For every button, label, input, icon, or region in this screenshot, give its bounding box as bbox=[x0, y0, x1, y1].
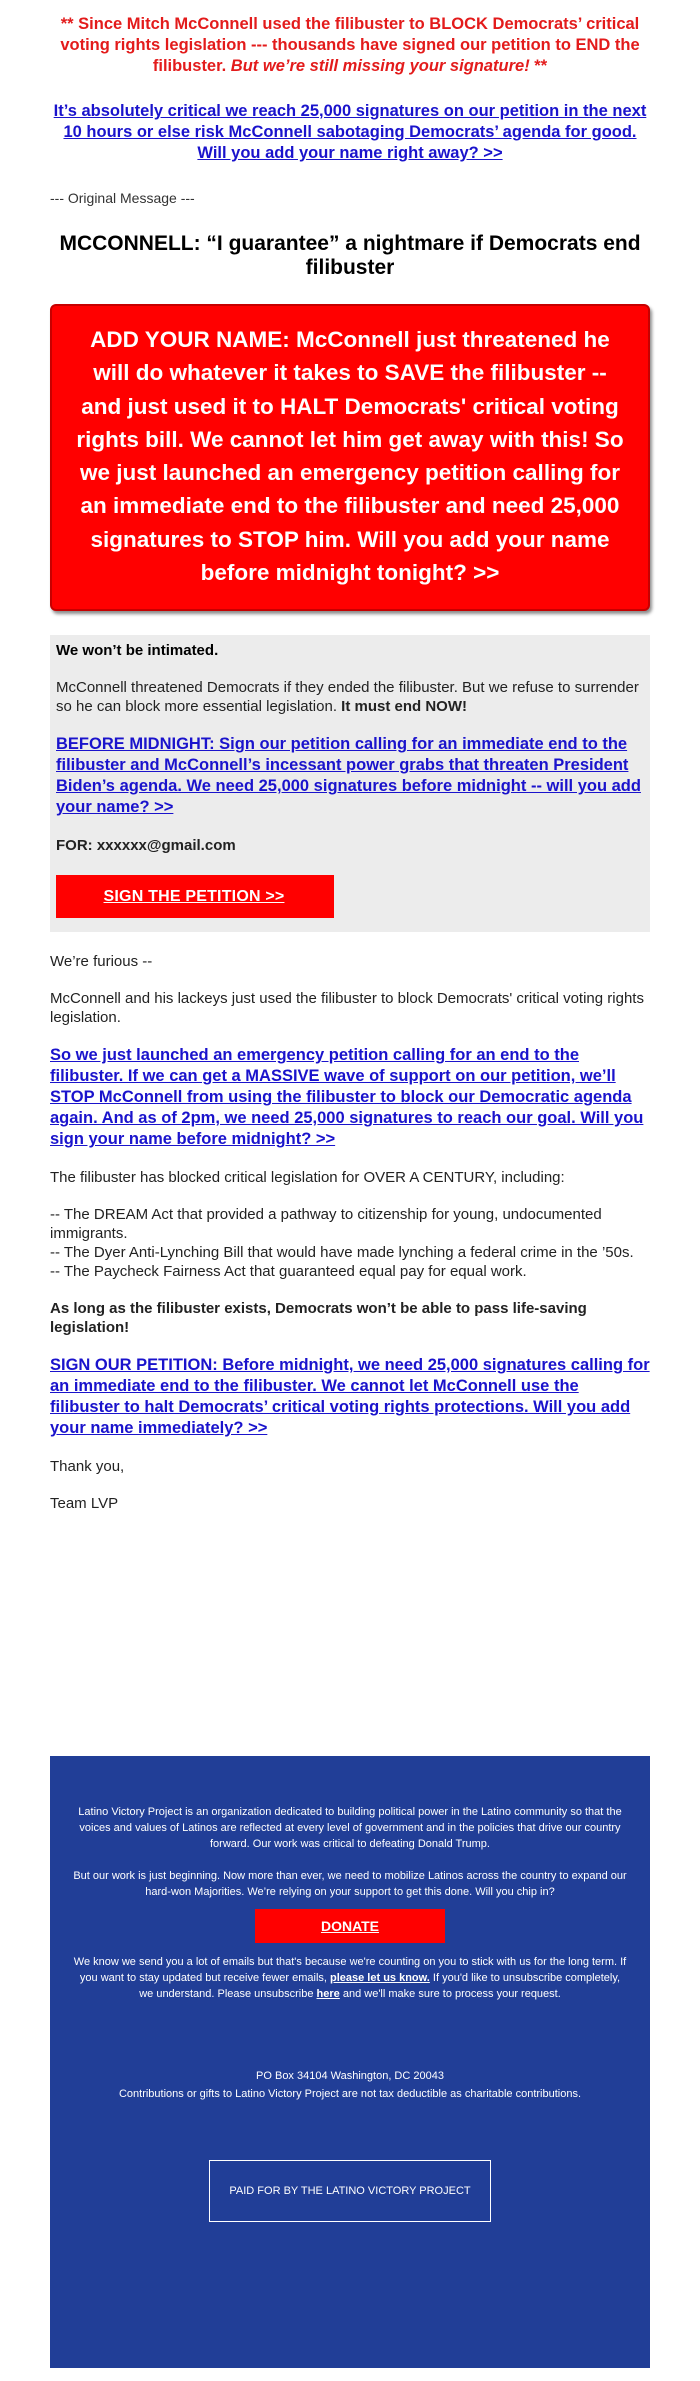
footer-address: PO Box 34104 Washington, DC 20043 bbox=[256, 2070, 444, 2082]
body-paragraph-2: The filibuster has blocked critical legislation for OVER A CENTURY, including: bbox=[50, 1169, 565, 1187]
sign-our-petition-link[interactable]: SIGN OUR PETITION: Before midnight, we need 25,000 signatures calling for an immediate end to the filibuster. We cannot let McConnell use the filibuster to halt Democrats’ critical voting rights protections. Will you add your name immediately? >> bbox=[50, 1356, 650, 1438]
donate-button[interactable]: DONATE bbox=[255, 1909, 445, 1943]
footer-ask-text: But our work is just beginning. Now more than ever, we need to mobilize Latinos across the country to expand our hard-won Majorities. We’re relying on your support to get this done. Will you chip in? bbox=[73, 1870, 627, 1898]
body-paragraph-1: McConnell and his lackeys just used the filibuster to block Democrats' critical voting rights legislation. bbox=[50, 990, 644, 1027]
list-item-paycheck-act: -- The Paycheck Fairness Act that guaranteed equal pay for equal work. bbox=[50, 1263, 527, 1281]
alert-prefix: ** Since Mitch McConnell used the filibuster to BLOCK Democrats’ critical voting rights legislation --- thousands have signed our petition to END the filibuster. bbox=[60, 15, 640, 75]
footer-unsubscribe-text bbox=[50, 1954, 650, 2002]
alert-italic: But we’re still missing your signature! bbox=[230, 57, 530, 75]
add-your-name-banner-button[interactable]: ADD YOUR NAME: McConnell just threatened he will do whatever it takes to SAVE the filibuster -- and just used it to HALT Democrats' critical voting rights bill. We cannot let him get away with this! So we just launched an emergency petition calling for an immediate end to the filibuster and need 25,000 signatures to STOP him. Will you add your name before midnight tonight? >> bbox=[50, 304, 650, 611]
top-petition-link[interactable]: It’s absolutely critical we reach 25,000 signatures on our petition in the next 10 hours or else risk McConnell sabotaging Democrats’ agenda for good. Will you add your name right away? >> bbox=[53, 102, 647, 162]
footer bbox=[50, 1756, 650, 2368]
for-email-text: FOR: xxxxxx@gmail.com bbox=[56, 837, 236, 855]
list-item-dyer-bill: -- The Dyer Anti-Lynching Bill that would have made lynching a federal crime in the ’50s. bbox=[50, 1244, 634, 1262]
alert-suffix: ** bbox=[529, 57, 548, 75]
unsubscribe-here-link[interactable]: here bbox=[316, 1988, 340, 2000]
emergency-petition-link[interactable]: So we just launched an emergency petition calling for an end to the filibuster. If we can get a MASSIVE wave of support on our petition, we’ll STOP McConnell from using the filibuster to block our Democratic agenda again. And as of 2pm, we need 25,000 signatures to reach our goal. Will you sign your name before midnight? >> bbox=[50, 1046, 644, 1149]
unsubscribe-post-text: and we'll make sure to process your request. bbox=[339, 1988, 561, 2000]
body-furious: We’re furious -- bbox=[50, 953, 153, 971]
email-body bbox=[50, 952, 650, 1513]
footer-disclaimer: Contributions or gifts to Latino Victory Project are not tax deductible as charitable contributions. bbox=[118, 2088, 582, 2100]
petition-gray-box bbox=[50, 635, 650, 932]
email-content bbox=[50, 14, 650, 2197]
top-alert-text bbox=[50, 14, 650, 77]
for-email-label bbox=[56, 836, 644, 855]
footer-about-text: Latino Victory Project is an organization dedicated to building political power in the Latino community so that the voices and values of Latinos are reflected at every level of government and in the policies that drive our country forward. Our work was critical to defeating Donald Trump. bbox=[78, 1806, 622, 1850]
unsubscribe-mid-text: If you'd like to unsubscribe completely, we understand. Please unsubscribe bbox=[139, 1972, 621, 2000]
fewer-emails-link[interactable]: please let us know. bbox=[330, 1972, 430, 1984]
gray-box-paragraph-text: McConnell threatened Democrats if they ended the filibuster. But we refuse to surrender so he can block more essential legislation. bbox=[56, 679, 639, 716]
original-message-label: --- Original Message --- bbox=[50, 190, 195, 206]
before-midnight-link[interactable]: BEFORE MIDNIGHT: Sign our petition calling for an immediate end to the filibuster and McConnell’s incessant power grabs that threaten President Biden’s agenda. We need 25,000 signatures before midnight -- will you add your name? >> bbox=[56, 735, 641, 817]
thank-you-text: Thank you, bbox=[50, 1458, 125, 1476]
body-bold-paragraph bbox=[50, 1299, 650, 1337]
body-bold-text: As long as the filibuster exists, Democrats won’t be able to pass life-saving legislation! bbox=[50, 1300, 587, 1337]
gray-box-heading: We won’t be intimated. bbox=[56, 642, 219, 660]
unsubscribe-pre-text: We know we send you a lot of emails but that's because we're counting on you to stick with us for the long term. If you want to stay updated but receive fewer emails, bbox=[73, 1956, 627, 1984]
sign-the-petition-button[interactable]: SIGN THE PETITION >> bbox=[56, 875, 334, 918]
gray-box-paragraph bbox=[56, 678, 644, 716]
signoff-text: Team LVP bbox=[50, 1495, 119, 1513]
gray-box-paragraph-bold: It must end NOW! bbox=[341, 698, 467, 716]
paid-for-box: PAID FOR BY THE LATINO VICTORY PROJECT bbox=[209, 2160, 491, 2222]
list-item-dream-act: -- The DREAM Act that provided a pathway to citizenship for young, undocumented immigrants. bbox=[50, 1206, 602, 1243]
headline: MCCONNELL: “I guarantee” a nightmare if Democrats end filibuster bbox=[59, 232, 641, 279]
